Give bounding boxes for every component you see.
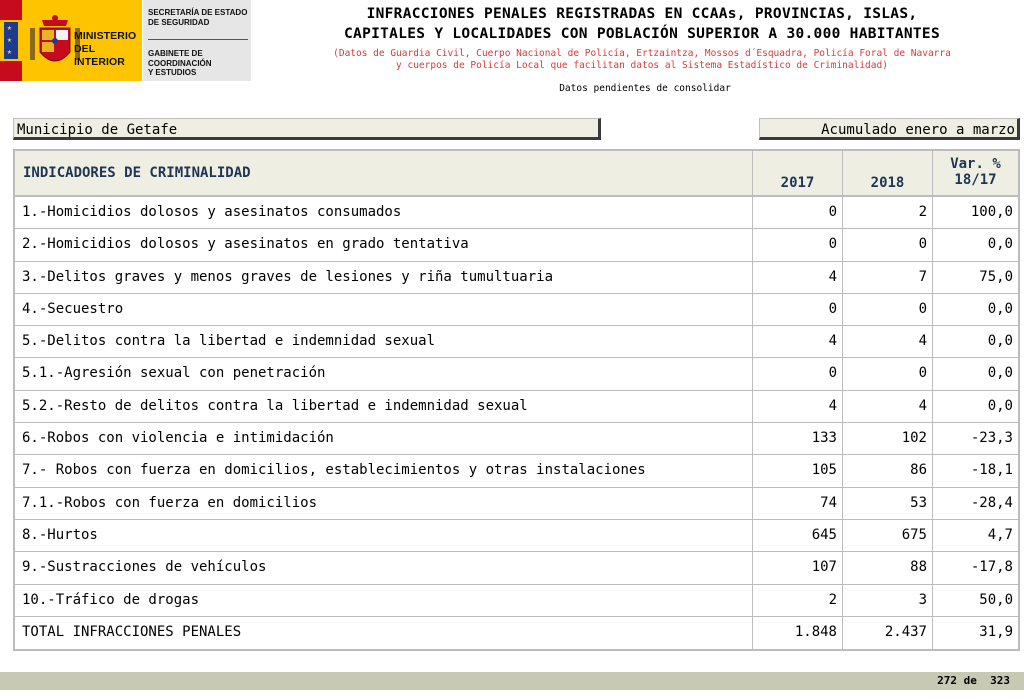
table-row	[15, 326, 1018, 358]
secretaria-label: SECRETARÍA DE ESTADO	[148, 8, 248, 17]
row-value-2018: 4	[843, 326, 933, 357]
row-label: 5.1.-Agresión sexual con penetración	[15, 358, 753, 389]
table-row	[15, 391, 1018, 423]
table-row	[15, 520, 1018, 552]
header-variation-line2: 18/17	[954, 172, 997, 188]
row-value-2018: 4	[843, 391, 933, 422]
page-separator: de	[963, 674, 977, 687]
crime-indicators-table	[13, 149, 1020, 651]
row-value-2018: 102	[843, 423, 933, 454]
row-variation: 50,0	[979, 591, 1013, 608]
row-value-2017: 1.848	[753, 617, 843, 649]
row-value-2018: 3	[843, 585, 933, 616]
table-row	[15, 197, 1018, 229]
row-label: 10.-Tráfico de drogas	[15, 585, 753, 616]
row-variation: -18,1	[970, 462, 1013, 479]
page-total: 323	[990, 674, 1010, 687]
row-value-2017: 0	[753, 197, 843, 228]
header-variation-line1: Var. %	[950, 156, 1001, 172]
row-value-2017: 4	[753, 326, 843, 357]
row-value-2017: 4	[753, 391, 843, 422]
row-value-2017: 133	[753, 423, 843, 454]
row-value-2017: 105	[753, 455, 843, 486]
row-variation: 0,0	[987, 300, 1013, 317]
page-indicator	[937, 672, 1010, 690]
flag-icon	[0, 0, 22, 81]
row-variation: 0,0	[987, 365, 1013, 382]
row-value-2018: 86	[843, 455, 933, 486]
ministry-logo	[0, 0, 251, 81]
header-variation	[933, 151, 1018, 195]
eu-stars-icon: ★ ★ ★	[4, 22, 18, 59]
row-variation: -28,4	[970, 494, 1013, 511]
row-value-2017: 0	[753, 229, 843, 260]
row-value-2018: 675	[843, 520, 933, 551]
row-value-2017: 0	[753, 294, 843, 325]
row-value-2017: 2	[753, 585, 843, 616]
row-value-2018: 53	[843, 488, 933, 519]
header-indicator: INDICADORES DE CRIMINALIDAD	[15, 151, 753, 195]
footer-bar	[0, 672, 1024, 690]
table-row	[15, 488, 1018, 520]
row-label: 2.-Homicidios dolosos y asesinatos en grado tentativa	[15, 229, 753, 260]
table-row	[15, 423, 1018, 455]
row-value-2018: 0	[843, 229, 933, 260]
row-value-2018: 2	[843, 197, 933, 228]
row-value-2018: 2.437	[843, 617, 933, 649]
row-label: 7.- Robos con fuerza en domicilios, establecimientos y otras instalaciones	[15, 455, 753, 486]
table-row	[15, 294, 1018, 326]
row-label: 4.-Secuestro	[15, 294, 753, 325]
row-label: 5.2.-Resto de delitos contra la libertad e indemnidad sexual	[15, 391, 753, 422]
page-current: 272	[937, 674, 957, 687]
row-value-2017: 107	[753, 552, 843, 583]
row-label: 1.-Homicidios dolosos y asesinatos consumados	[15, 197, 753, 228]
row-variation: 0,0	[987, 333, 1013, 350]
pending-data-note: Datos pendientes de consolidar	[559, 83, 731, 94]
ministry-name-line2: DEL INTERIOR	[74, 43, 125, 68]
ministry-name: MINISTERIO	[74, 30, 137, 42]
report-title-line2: CAPITALES Y LOCALIDADES CON POBLACIÓN SUPERIOR A 30.000 HABITANTES	[344, 26, 940, 42]
table-header	[15, 151, 1018, 197]
header-year-2017: 2017	[753, 151, 843, 195]
row-variation: 0,0	[987, 397, 1013, 414]
row-label: 9.-Sustracciones de vehículos	[15, 552, 753, 583]
row-value-2018: 0	[843, 358, 933, 389]
table-row	[15, 455, 1018, 487]
table-row	[15, 358, 1018, 390]
period-box: Acumulado enero a marzo	[759, 118, 1020, 140]
row-variation: -23,3	[970, 430, 1013, 447]
gabinete-label: GABINETE DE COORDINACIÓN	[148, 49, 212, 68]
sources-line2: y cuerpos de Policía Local que facilitan datos al Sistema Estadístico de Criminalidad)	[396, 60, 888, 71]
row-variation: 4,7	[987, 526, 1013, 543]
header-year-2018: 2018	[843, 151, 933, 195]
row-label: 6.-Robos con violencia e intimidación	[15, 423, 753, 454]
report-title	[262, 4, 1022, 44]
municipality-box: Municipio de Getafe	[13, 118, 601, 140]
report-title-line1: INFRACCIONES PENALES REGISTRADAS EN CCAAs, PROVINCIAS, ISLAS,	[366, 6, 918, 22]
row-value-2017: 645	[753, 520, 843, 551]
logo-divider	[148, 39, 248, 40]
sources-line1: (Datos de Guardia Civil, Cuerpo Nacional de Policía, Ertzaintza, Mossos d´Esquadra, Policía Foral de Navarra	[333, 48, 951, 59]
table-row	[15, 229, 1018, 261]
row-value-2018: 7	[843, 262, 933, 293]
row-variation: 100,0	[970, 204, 1013, 220]
row-label: TOTAL INFRACCIONES PENALES	[15, 617, 753, 649]
table-row	[15, 552, 1018, 584]
table-row	[15, 262, 1018, 294]
row-value-2017: 4	[753, 262, 843, 293]
row-variation: 31,9	[979, 623, 1013, 640]
data-sources-note	[262, 48, 1022, 72]
row-value-2017: 74	[753, 488, 843, 519]
secretaria-label-line2: DE SEGURIDAD	[148, 17, 210, 27]
gabinete-label-line2: Y ESTUDIOS	[148, 68, 197, 77]
row-variation: 75,0	[979, 268, 1013, 285]
row-variation: 0,0	[987, 236, 1013, 253]
table-row	[15, 617, 1018, 649]
row-variation: -17,8	[970, 559, 1013, 576]
table-row	[15, 585, 1018, 617]
row-value-2018: 0	[843, 294, 933, 325]
row-label: 7.1.-Robos con fuerza en domicilios	[15, 488, 753, 519]
row-label: 3.-Delitos graves y menos graves de lesiones y riña tumultuaria	[15, 262, 753, 293]
row-value-2018: 88	[843, 552, 933, 583]
table-body	[15, 197, 1018, 649]
row-value-2017: 0	[753, 358, 843, 389]
row-label: 5.-Delitos contra la libertad e indemnidad sexual	[15, 326, 753, 357]
row-label: 8.-Hurtos	[15, 520, 753, 551]
